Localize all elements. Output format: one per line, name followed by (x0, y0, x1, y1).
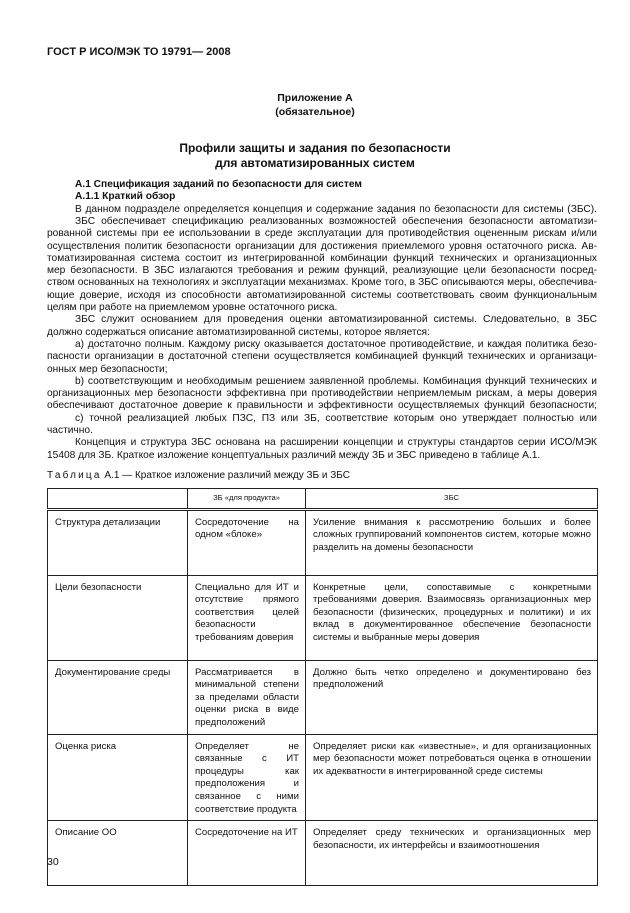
section-subheading: А.1.1 Краткий обзор (75, 191, 176, 203)
section-heading-line1: Профили защиты и задания по безопасности (179, 141, 451, 155)
product-st-cell: Специально для ИТ и отсутствие прямого соответствия целей безопасности требованиям доверия (188, 575, 306, 660)
body-text-line: рованной системы при ее использовании в среде эксплуатации для противодействия оцененным рискам и/или (47, 228, 597, 240)
column-header (48, 489, 188, 510)
table-row (48, 734, 598, 821)
row-aspect-cell: Структура детализации (48, 509, 188, 575)
product-st-cell: Сосредоточение на ИТ (188, 821, 306, 886)
table-caption (47, 470, 350, 482)
appendix-subtitle: (обязательное) (275, 106, 355, 118)
body-text-line: осуществления политик безопасности организации для достижения приемлемого уровня остаточного риска. Ав- (47, 240, 597, 252)
section-subheading: А.1 Спецификация заданий по безопасности для систем (75, 179, 362, 190)
table-row (48, 575, 598, 660)
body-text-line: частично. (47, 425, 93, 436)
body-text-line: ющие доверие, исходя из способности автоматизированной системы соответствовать своим функциональным (47, 289, 597, 301)
body-text-line: ЗБС обеспечивает спецификацию реализованных возможностей обеспечения безопасности автоматизи- (75, 215, 597, 227)
body-text-line: a) достаточно полным. Каждому риску оказывается достаточное противодействие, и каждая политика безо- (75, 338, 597, 350)
body-text-line: ЗБС служит основанием для проведения оценки автоматизированной системы. Следовательно, в ЗБС (75, 314, 597, 326)
product-st-cell: Сосредоточение на одном «блоке» (188, 509, 306, 575)
page-number: 30 (47, 856, 59, 868)
table-row (48, 509, 598, 575)
body-text-line: пасности организации в достаточной степени осуществляется комбинацией функций технических и организаци- (47, 351, 597, 363)
body-text-line: томатизированная система состоит из интегрированной комбинации функций технических и организационных (47, 252, 597, 264)
body-text-line: 15408 для ЗБ. Краткое изложение концептуальных различий между ЗБ и ЗБС приведено в таблице А.1. (47, 449, 541, 461)
body-text-line: Концепция и структура ЗБС основана на расширении концепции и структуры стандартов серии ИСО/МЭК (75, 437, 597, 449)
body-text-line: В данном подразделе определяется концепция и содержание задания по безопасности для системы (ЗБС). (75, 203, 597, 215)
body-text-line: c) точной реализацией любых ПЗС, ПЗ или ЗБ, соответствие которым оно утверждает полностью или (75, 412, 597, 424)
comparison-table (47, 488, 598, 886)
section-heading-line2: для автоматизированных систем (215, 156, 415, 170)
table-row (48, 821, 598, 886)
body-text-line: должно содержаться описание автоматизированной системы, которое является: (47, 326, 430, 338)
table-caption-label: Таблица (47, 470, 102, 481)
table-caption-text: А.1 — Краткое изложение различий между ЗБ и ЗБС (101, 470, 350, 481)
column-header: ЗБ «для продукта» (188, 489, 306, 510)
body-text-line: онных мер безопасности; (47, 363, 168, 375)
system-st-cell: Конкретные цели, сопоставимые с конкретными требованиями доверия. Взаимосвязь организационных мер безопасности (физических, процедурных и политики) и их вклад в документированное обеспечение безопасности системы и выбранные меры доверия (306, 575, 598, 660)
body-text-line: мер безопасности. В ЗБС излагаются требования и режим функций, реализующие цели безопасности посред- (47, 265, 597, 277)
body-text-line: ством основанных на технологиях и эксплуатации механизмах. Кроме того, в ЗБС описываются меры, обеспечива- (47, 277, 597, 289)
system-st-cell: Определяет среду технических и организационных мер безопасности, их интерфейсы и взаимоотношения (306, 821, 598, 886)
appendix-title: Приложение А (277, 92, 353, 104)
body-text-line: целям при работе на приемлемом уровне остаточного риска. (47, 302, 338, 313)
product-st-cell: Рассматривается в минимальной степени за пределами области оценки риска в виде предположений (188, 660, 306, 734)
system-st-cell: Должно быть четко определено и документировано без предположений (306, 660, 598, 734)
body-text-line: организационных мер безопасности эффективна при противодействии неприемлемым рискам, а меры доверия (47, 388, 597, 400)
system-st-cell: Усиление внимания к рассмотрению больших и более сложных группирований компонентов систем, которые можно разделить на домены безопасности (306, 509, 598, 575)
product-st-cell: Определяет не связанные с ИТ процедуры как предположения и связанное с ними соответствие продукта (188, 734, 306, 821)
body-text-line: обеспечивают достаточное доверие к правильности и эффективности осуществляемых функций безопасности; (47, 400, 597, 412)
body-text-line: b) соответствующим и необходимым решением заявленной проблемы. Комбинация функций технических и (75, 375, 597, 387)
row-aspect-cell: Цели безопасности (48, 575, 188, 660)
table-header-row (48, 489, 598, 510)
row-aspect-cell: Документирование среды (48, 660, 188, 734)
table-row (48, 660, 598, 734)
row-aspect-cell: Описание ОО (48, 821, 188, 886)
row-aspect-cell: Оценка риска (48, 734, 188, 821)
system-st-cell: Определяет риски как «известные», и для организационных мер безопасности может потребоваться оценка в отношении их адекватности в интегрированной среде системы (306, 734, 598, 821)
document-header: ГОСТ Р ИСО/МЭК ТО 19791— 2008 (47, 46, 231, 58)
column-header: ЗБС (306, 489, 598, 510)
